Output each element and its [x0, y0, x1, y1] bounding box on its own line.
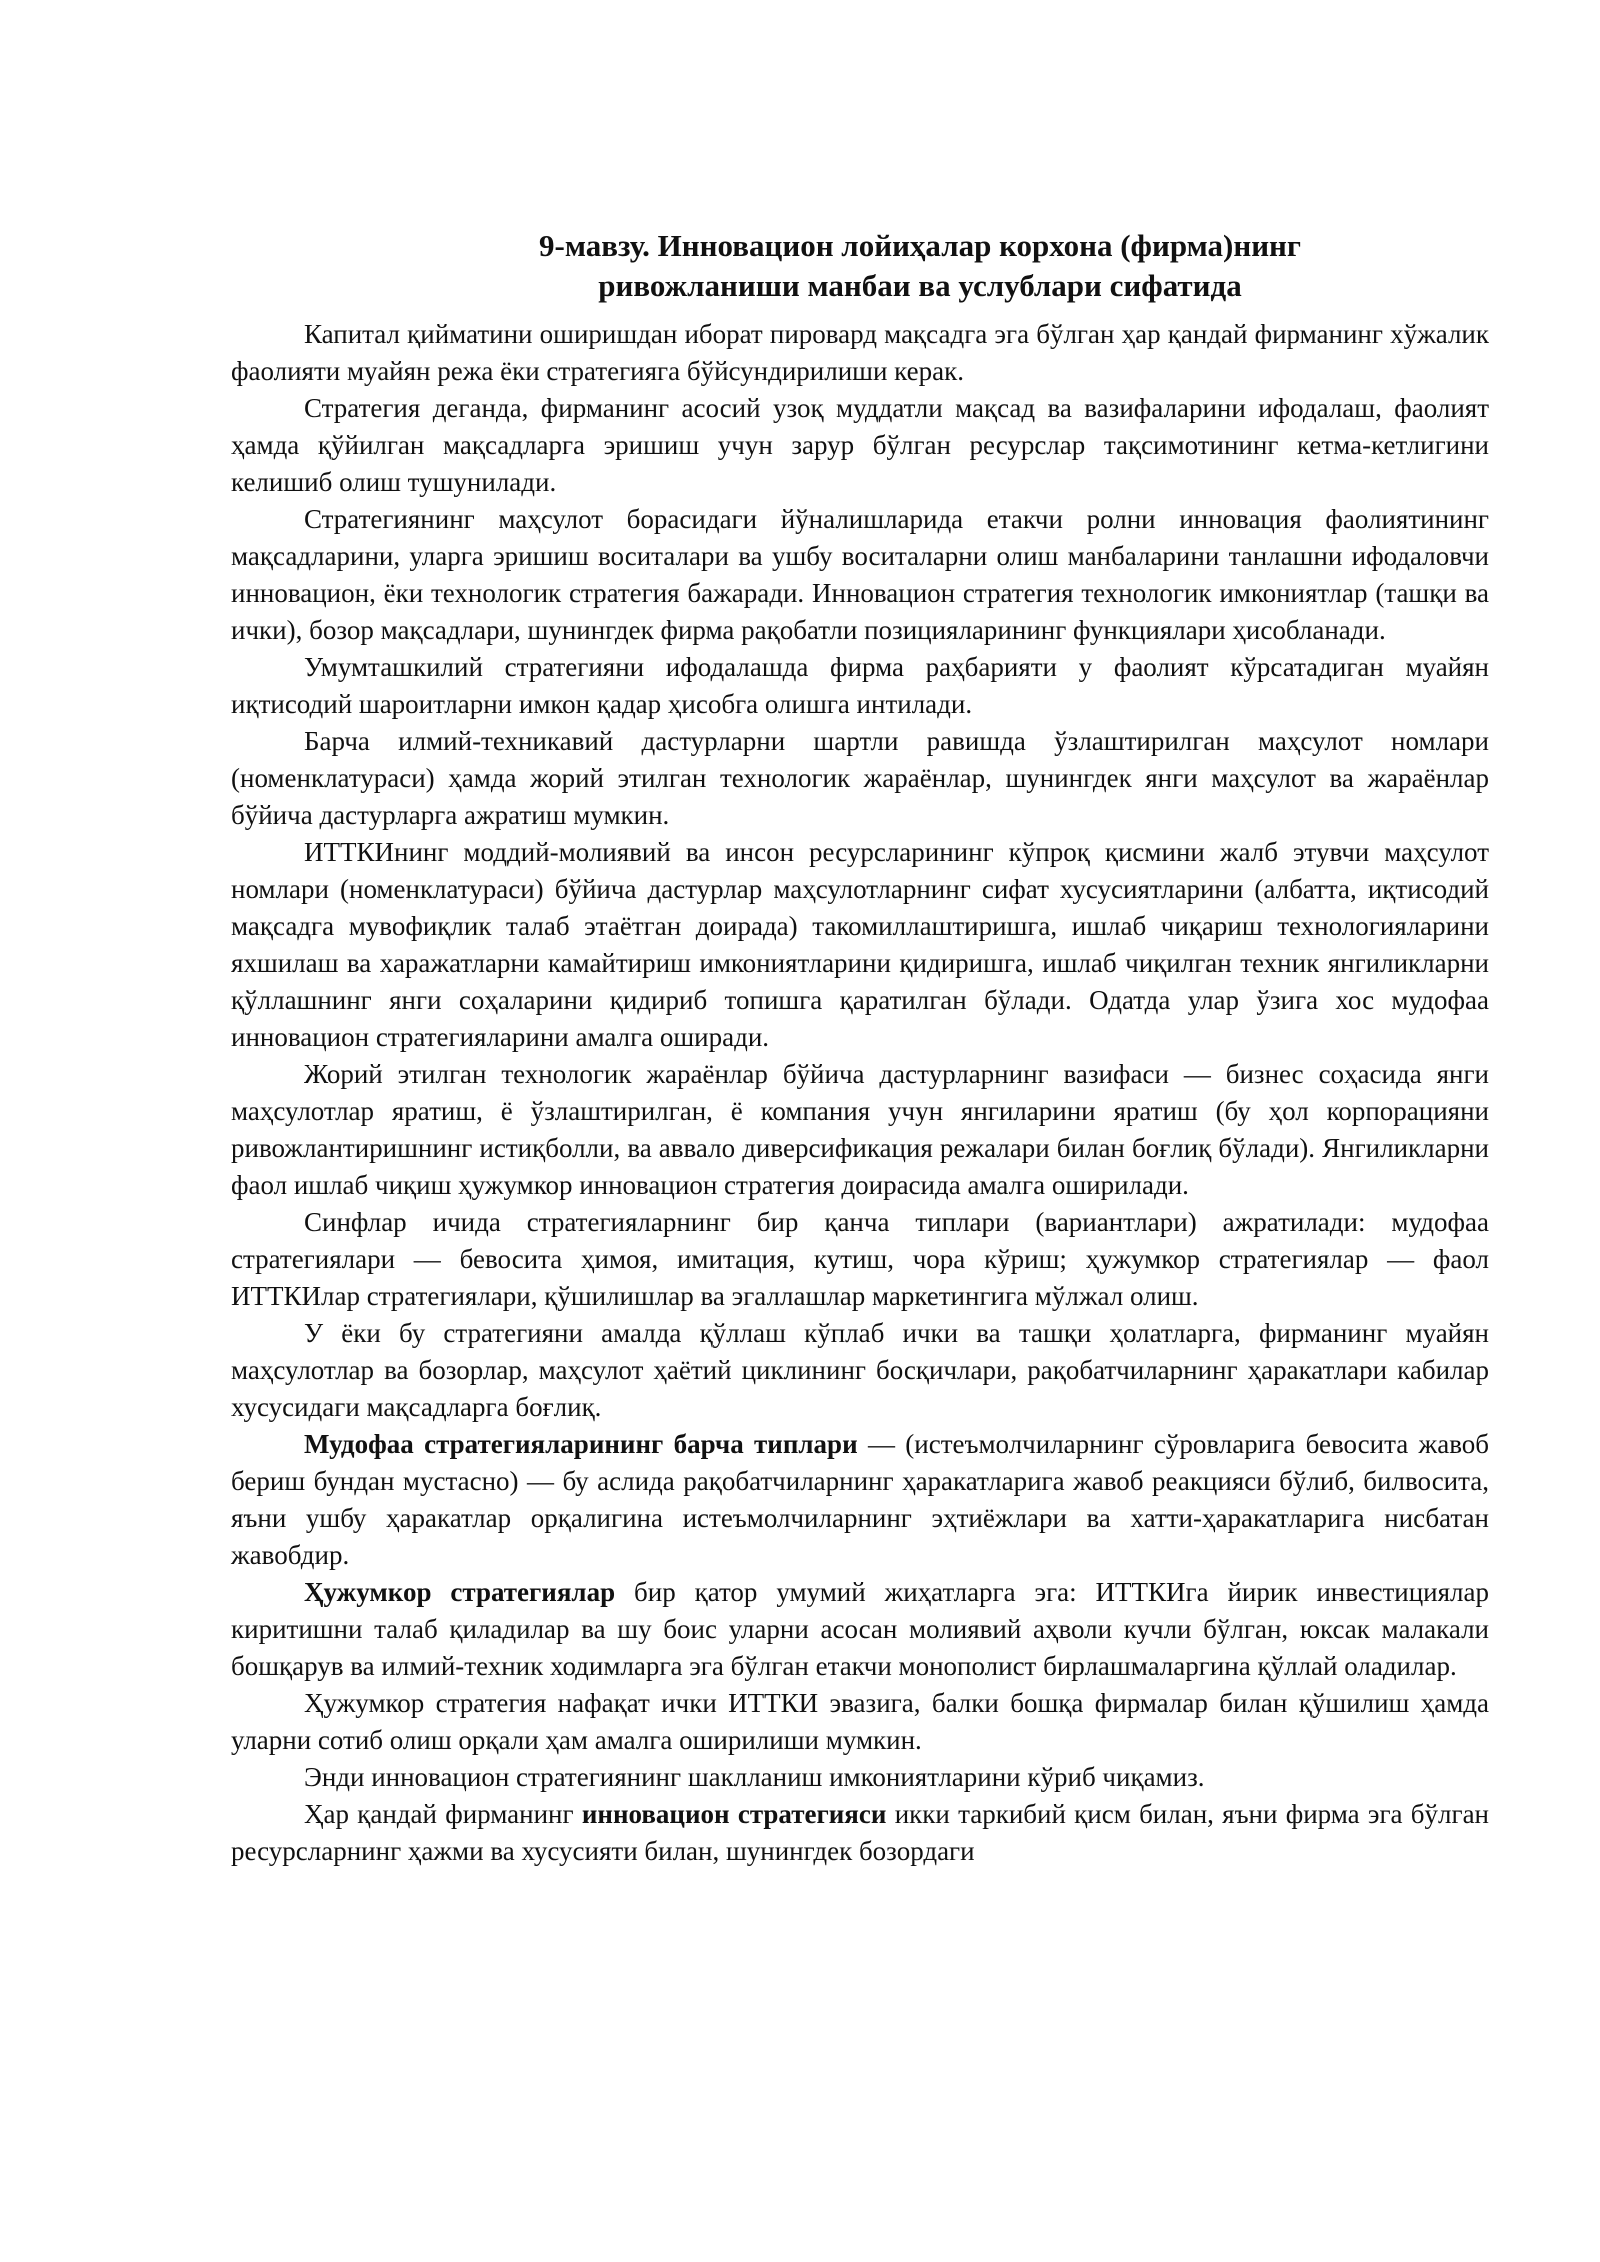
title-line-2: ривожланиши манбаи ва услублари сифатида: [598, 268, 1242, 303]
paragraph-11: [231, 1574, 1489, 1685]
document-title: [231, 226, 1489, 306]
paragraph-11-text: бир қатор умумий жиҳатларга эга: ИТТКИга йирик инвестициялар киритишни талаб қиладилар ва шу боис уларни асосан молиявий аҳволи кучли бўлган, юксак малакали бошқарув ва илмий-техник ходимларга эга бўлган етакчи монополист бирлашмаларгина қўллай оладилар.: [231, 1577, 1489, 1681]
paragraph-14-bold: инновацион стратегияси: [581, 1799, 887, 1829]
paragraph-10-bold: Мудофаа стратегияларининг барча типлари: [304, 1429, 858, 1459]
title-line-1: 9-мавзу. Инновацион лойиҳалар корхона (фирма)нинг: [539, 228, 1301, 263]
paragraph-8: Синфлар ичида стратегияларнинг бир қанча типлари (вариантлари) ажратилади: мудофаа стратегиялари — бевосита ҳимоя, имитация, кутиш, чора кўриш; ҳужумкор стратегиялар — фаол ИТТКИлар стратегиялари, қўшилишлар ва эгаллашлар маркетингига мўлжал олиш.: [231, 1207, 1489, 1311]
paragraph-12: Ҳужумкор стратегия нафақат ички ИТТКИ эвазига, балки бошқа фирмалар билан қўшилиш ҳамда уларни сотиб олиш орқали ҳам амалга оширилиши мумкин.: [231, 1688, 1489, 1755]
paragraph-11-bold: Ҳужумкор стратегиялар: [304, 1577, 616, 1607]
paragraph-14-start: Ҳар қандай фирманинг: [304, 1799, 582, 1829]
paragraph-2: Стратегия деганда, фирманинг асосий узоқ муддатли мақсад ва вазифаларини ифодалаш, фаолият ҳамда қўйилган мақсадларга эришиш учун зарур бўлган ресурслар тақсимотининг кетма-кетлигини келишиб олиш тушунилади.: [231, 393, 1489, 497]
paragraph-14: [231, 1796, 1489, 1870]
paragraph-10-text: — (истеъмолчиларнинг сўровларига бевосита жавоб бериш бундан мустасно) — бу аслида рақобатчиларнинг ҳаракатларига жавоб реакцияси бўлиб, билвосита, яъни ушбу ҳаракатлар орқалигина истеъмолчиларнинг эҳтиёжлари ва хатти-ҳаракатларига нисбатан жавобдир.: [231, 1429, 1489, 1570]
paragraph-4: Умумташкилий стратегияни ифодалашда фирма раҳбарияти у фаолият кўрсатадиган муайян иқтисодий шароитларни имкон қадар ҳисобга олишга интилади.: [231, 652, 1489, 719]
paragraph-13: Энди инновацион стратегиянинг шаклланиш имкониятларини кўриб чиқамиз.: [304, 1762, 1205, 1792]
paragraph-6: ИТТКИнинг моддий-молиявий ва инсон ресурсларининг кўпроқ қисмини жалб этувчи маҳсулот номлари (номенклатураси) бўйича дастурлар маҳсулотларнинг сифат хусусиятларини (албатта, иқтисодий мақсадга мувофиқлик талаб этаётган доирада) такомиллаштиришга, ишлаб чиқариш технологияларини яхшилаш ва харажатларни камайтириш имкониятларини қидиришга, ишлаб чиқилган техник янгиликларни қўллашнинг янги соҳаларини қидириб топишга қаратилган бўлади. Одатда улар ўзига хос мудофаа инновацион стратегияларини амалга оширади.: [231, 837, 1489, 1052]
paragraph-14-text: икки таркибий қисм билан, яъни фирма эга бўлган ресурсларнинг ҳажми ва хусусияти билан, шунингдек бозордаги: [231, 1799, 1490, 1866]
paragraph-10: [231, 1426, 1489, 1574]
paragraph-7: Жорий этилган технологик жараёнлар бўйича дастурларнинг вазифаси — бизнес соҳасида янги маҳсулотлар яратиш, ё ўзлаштирилган, ё компания учун янгиларини яратиш (бу ҳол корпорацияни ривожлантиришнинг истиқболли, ва аввало диверсификация режалари билан боғлиқ бўлади). Янгиликларни фаол ишлаб чиқиш ҳужумкор инновацион стратегия доирасида амалга оширилади.: [231, 1059, 1489, 1200]
paragraph-9: У ёки бу стратегияни амалда қўллаш кўплаб ички ва ташқи ҳолатларга, фирманинг муайян маҳсулотлар ва бозорлар, маҳсулот ҳаётий циклининг босқичлари, рақобатчиларнинг ҳаракатлари кабилар хусусидаги мақсадларга боғлиқ.: [231, 1318, 1489, 1422]
document-page: [231, 226, 1489, 1870]
paragraph-5: Барча илмий-техникавий дастурларни шартли равишда ўзлаштирилган маҳсулот номлари (номенклатураси) ҳамда жорий этилган технологик жараёнлар, шунингдек янги маҳсулот ва жараёнлар бўйича дастурларга ажратиш мумкин.: [231, 726, 1489, 830]
paragraph-1: Капитал қийматини оширишдан иборат пировард мақсадга эга бўлган ҳар қандай фирманинг хўжалик фаолияти муайян режа ёки стратегияга бўйсундирилиши керак.: [231, 319, 1489, 386]
paragraph-3: Стратегиянинг маҳсулот борасидаги йўналишларида етакчи ролни инновация фаолиятининг мақсадларини, уларга эришиш воситалари ва ушбу воситаларни олиш манбаларини танлашни ифодаловчи инновацион, ёки технологик стратегия бажаради. Инновацион стратегия технологик имкониятлар (ташқи ва ички), бозор мақсадлари, шунингдек фирма рақобатли позицияларининг функциялари ҳисобланади.: [231, 504, 1489, 645]
